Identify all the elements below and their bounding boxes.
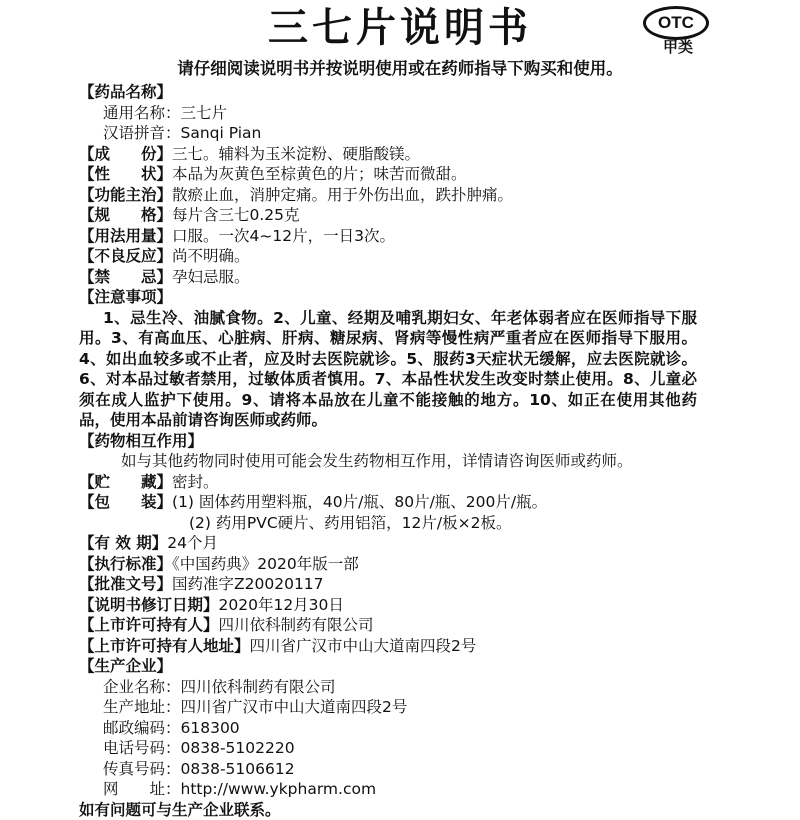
ingredients-row [79,144,779,165]
manufacturer-fax: 传真号码：0838-5106612 [79,759,779,780]
dosage-label: 【用法用量】 [79,227,172,245]
approval-row [79,574,779,595]
manufacturer-phone: 电话号码：0838-5102220 [79,738,779,759]
revision-row [79,595,779,616]
validity-label: 【有 效 期】 [79,534,167,552]
storage-label: 【贮 藏】 [79,473,172,491]
storage-value: 密封。 [172,473,219,491]
generic-name: 通用名称：三七片 [79,103,779,124]
manufacturer-name: 企业名称：四川依科制药有限公司 [79,677,779,698]
dosage-row [79,226,779,247]
revision-value: 2020年12月30日 [219,596,344,614]
specification-value: 每片含三七0.25克 [172,206,300,224]
package-value-1: (1) 固体药用塑料瓶，40片/瓶、80片/瓶、200片/瓶。 [172,493,547,511]
specification-row [79,205,779,226]
holder-address-label: 【上市许可持有人地址】 [79,637,250,655]
approval-label: 【批准文号】 [79,575,172,593]
approval-value: 国药准字Z20020117 [172,575,324,593]
adverse-value: 尚不明确。 [172,247,250,265]
indications-label: 【功能主治】 [79,186,172,204]
precautions-header: 【注意事项】 [79,287,779,308]
manufacturer-website: 网 址：http://www.ykpharm.com [79,779,779,800]
properties-value: 本品为灰黄色至棕黄色的片；味苦而微甜。 [172,165,467,183]
footer-note: 如有问题可与生产企业联系。 [79,800,779,820]
properties-row [79,164,779,185]
contraindications-row [79,267,779,288]
indications-value: 散瘀止血，消肿定痛。用于外伤出血，跌扑肿痛。 [172,186,513,204]
adverse-label: 【不良反应】 [79,247,172,265]
storage-row [79,472,779,493]
indications-row [79,185,779,206]
specification-label: 【规 格】 [79,206,172,224]
standard-label: 【执行标准】 [79,555,172,573]
otc-class-label: 甲类 [646,38,710,56]
holder-row [79,615,779,636]
revision-label: 【说明书修订日期】 [79,596,219,614]
holder-label: 【上市许可持有人】 [79,616,219,634]
standard-value: 《中国药典》2020年版一部 [172,555,359,573]
ingredients-label: 【成 份】 [79,145,172,163]
package-value-2: (2) 药用PVC硬片、药用铝箔，12片/板×2板。 [79,513,779,534]
holder-address-value: 四川省广汉市中山大道南四段2号 [250,637,477,655]
package-label: 【包 装】 [79,493,172,511]
page-title: 三七片说明书 [0,2,800,54]
holder-address-row [79,636,779,657]
interactions-header: 【药物相互作用】 [79,431,779,452]
pinyin-name: 汉语拼音：Sanqi Pian [79,123,779,144]
drug-name-header: 【药品名称】 [79,82,779,103]
dosage-value: 口服。一次4~12片，一日3次。 [172,227,395,245]
manufacturer-postcode: 邮政编码：618300 [79,718,779,739]
package-row [79,492,779,513]
properties-label: 【性 状】 [79,165,172,183]
adverse-row [79,246,779,267]
ingredients-value: 三七。辅料为玉米淀粉、硬脂酸镁。 [172,145,420,163]
otc-badge: OTC [643,6,709,40]
validity-row [79,533,779,554]
contraindications-value: 孕妇忌服。 [172,268,250,286]
validity-value: 24个月 [167,534,218,552]
holder-value: 四川依科制药有限公司 [219,616,374,634]
manufacturer-header: 【生产企业】 [79,656,779,677]
leaflet-content [79,82,779,820]
interactions-text: 如与其他药物同时使用可能会发生药物相互作用，详情请咨询医师或药师。 [79,451,779,472]
manufacturer-address: 生产地址：四川省广汉市中山大道南四段2号 [79,697,779,718]
standard-row [79,554,779,575]
usage-notice: 请仔细阅读说明书并按说明使用或在药师指导下购买和使用。 [0,58,800,80]
contraindications-label: 【禁 忌】 [79,268,172,286]
precautions-text: 1、忌生冷、油腻食物。2、儿童、经期及哺乳期妇女、年老体弱者应在医师指导下服用。3、有高血压、心脏病、肝病、糖尿病、肾病等慢性病严重者应在医师指导下服用。4、如出血较多或不止者，应及时去医院就诊。5、服药3天症状无缓解，应去医院就诊。6、对本品过敏者禁用，过敏体质者慎用。7、本品性状发生改变时禁止使用。8、儿童必须在成人监护下使用。9、请将本品放在儿童不能接触的地方。10、如正在使用其他药品，使用本品前请咨询医师或药师。 [79,308,697,431]
